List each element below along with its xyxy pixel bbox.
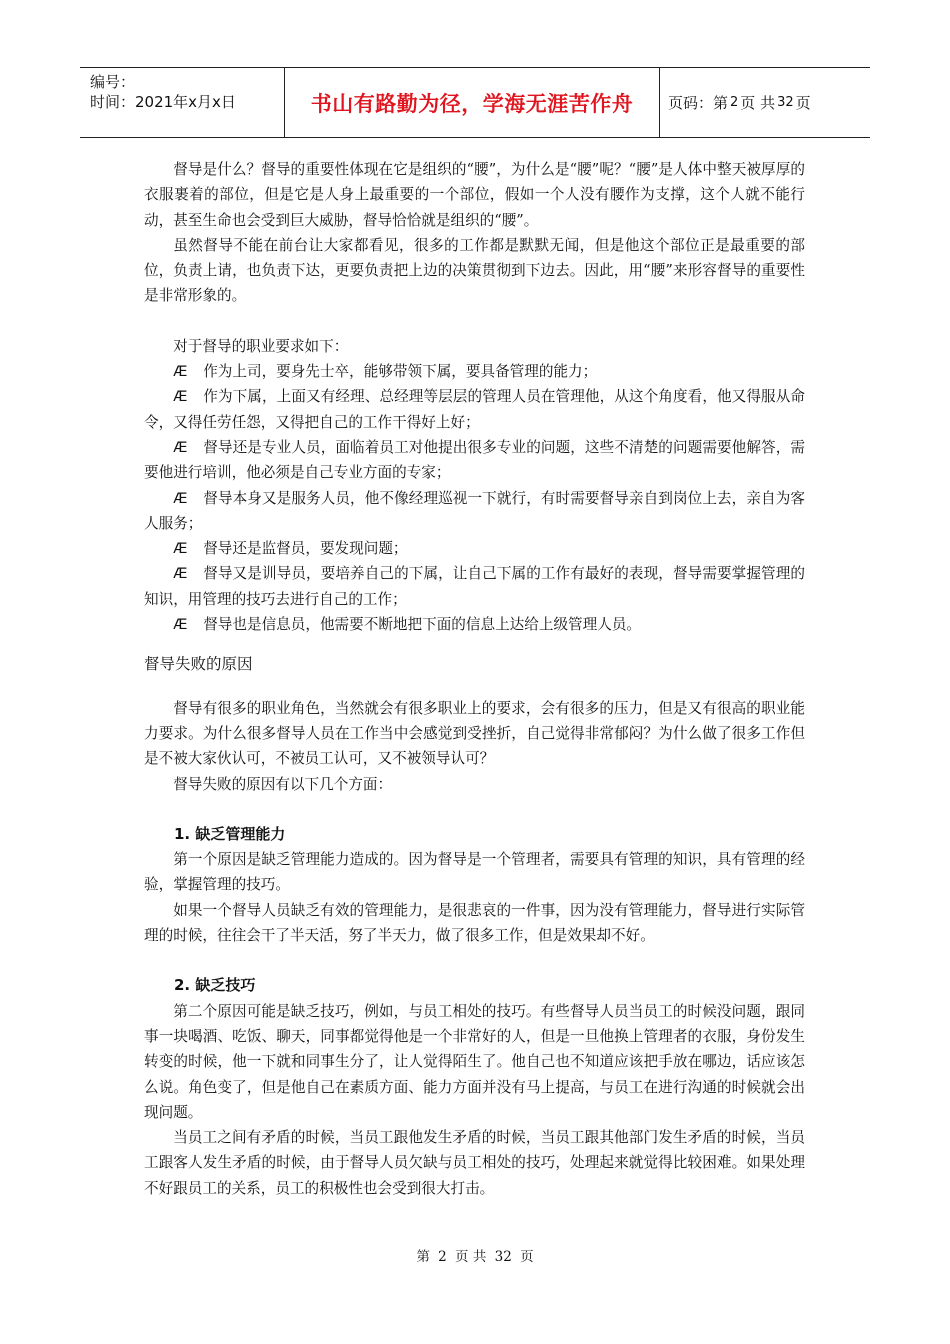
page-number: 2 <box>730 95 739 110</box>
bullet-icon: Æ <box>173 363 188 381</box>
requirement-item: Æ 督导本身又是服务人员，他不像经理巡视一下就行，有时需要督导亲自到岗位上去，亲自为客人服务； <box>144 486 805 537</box>
requirement-item: Æ 督导又是训导员，要培养自己的下属，让自己下属的工作有最好的表现，督导需要掌握管理的知识，用管理的技巧去进行自己的工作； <box>144 561 805 612</box>
subsection-paragraph: 当员工之间有矛盾的时候，当员工跟他发生矛盾的时候，当员工跟其他部门发生矛盾的时候，当员工跟客人发生矛盾的时候，由于督导人员欠缺与员工相处的技巧，处理起来就觉得比较困难。如果处理不好跟员工的关系，员工的积极性也会受到很大打击。 <box>144 1129 805 1197</box>
requirement-item: Æ 督导也是信息员，他需要不断地把下面的信息上达给上级管理人员。 <box>144 612 805 637</box>
subsection-heading: 1. 缺乏管理能力 <box>174 824 286 843</box>
serial-label: 编号： <box>90 73 136 91</box>
requirements-lead: 对于督导的职业要求如下： <box>173 337 349 355</box>
header-motto: 书山有路勤为径，学海无涯苦作舟 <box>284 68 660 137</box>
subsection-paragraph: 第一个原因是缺乏管理能力造成的。因为督导是一个管理者，需要具有管理的知识，具有管理的经验，掌握管理的技巧。 <box>144 851 805 894</box>
date-label: 时间：2021年x月x日 <box>90 93 236 111</box>
bullet-icon: Æ <box>173 540 188 558</box>
failure-intro-paragraph: 督导有很多的职业角色，当然就会有很多职业上的要求，会有很多的压力，但是又有很高的职业能力要求。为什么很多督导人员在工作当中会感觉到受挫折，自己觉得非常郁闷？为什么做了很多工作但是不被大家伙认可，不被员工认可，又不被领导认可？ <box>144 699 805 768</box>
page-header <box>80 67 870 138</box>
requirement-item: Æ 作为上司，要身先士卒，能够带领下属，要具备管理的能力； <box>144 359 805 384</box>
footer-mid: 页 共 <box>455 1249 487 1265</box>
requirement-item: Æ 督导还是监督员，要发现问题； <box>144 536 805 561</box>
bullet-icon: Æ <box>173 616 188 634</box>
page-prefix: 页码：第 <box>668 94 729 112</box>
footer-suffix: 页 <box>520 1249 534 1265</box>
intro-paragraph: 虽然督导不能在前台让大家都看见，很多的工作都是默默无闻，但是他这个部位正是最重要的部位，负责上请，也负责下达，更要负责把上边的决策贯彻到下边去。因此，用“腰”来形容督导的重要性是非常形象的。 <box>144 236 805 305</box>
page-mid: 页 共 <box>740 94 776 112</box>
footer-page: 2 <box>438 1249 447 1265</box>
failure-intro-paragraph: 督导失败的原因有以下几个方面： <box>173 775 393 793</box>
intro-paragraph: 督导是什么？督导的重要性体现在它是组织的“腰”，为什么是“腰”呢？“腰”是人体中整天被厚厚的衣服裹着的部位，但是它是人身上最重要的一个部位，假如一个人没有腰作为支撑，这个人就不能行动，甚至生命也会受到巨大威胁，督导恰恰就是组织的“腰”。 <box>144 161 805 229</box>
requirement-item: Æ 督导还是专业人员，面临着员工对他提出很多专业的问题，这些不清楚的问题需要他解答，需要他进行培训，他必须是自己专业方面的专家； <box>144 435 805 486</box>
subsection-paragraph: 如果一个督导人员缺乏有效的管理能力，是很悲哀的一件事，因为没有管理能力，督导进行实际管理的时候，往往会干了半天活，努了半天力，做了很多工作，但是效果却不好。 <box>144 901 805 945</box>
bullet-icon: Æ <box>173 388 188 406</box>
document-body <box>144 157 805 1201</box>
section-title: 督导失败的原因 <box>144 655 253 674</box>
page-total: 32 <box>777 95 794 110</box>
page-footer <box>0 1245 950 1265</box>
footer-prefix: 第 <box>416 1249 430 1265</box>
header-page-info <box>660 68 870 137</box>
bullet-icon: Æ <box>173 565 188 583</box>
header-meta <box>80 68 284 137</box>
requirement-item: Æ 作为下属，上面又有经理、总经理等层层的管理人员在管理他，从这个角度看，他又得服从命令，又得任劳任怨，又得把自己的工作干得好上好； <box>144 384 805 435</box>
subsection-paragraph: 第二个原因可能是缺乏技巧，例如，与员工相处的技巧。有些督导人员当员工的时候没问题，跟同事一块喝酒、吃饭、聊天，同事都觉得他是一个非常好的人，但是一旦他换上管理者的衣服，身份发生转变的时候，他一下就和同事生分了，让人觉得陌生了。他自己也不知道应该把手放在哪边，话应该怎么说。角色变了，但是他自己在素质方面、能力方面并没有马上提高，与员工在进行沟通的时候就会出现问题。 <box>144 1002 805 1121</box>
subsection-heading: 2. 缺乏技巧 <box>174 976 256 995</box>
bullet-icon: Æ <box>173 489 188 507</box>
footer-total: 32 <box>494 1249 512 1265</box>
page-suffix: 页 <box>795 94 811 112</box>
bullet-icon: Æ <box>173 438 188 456</box>
